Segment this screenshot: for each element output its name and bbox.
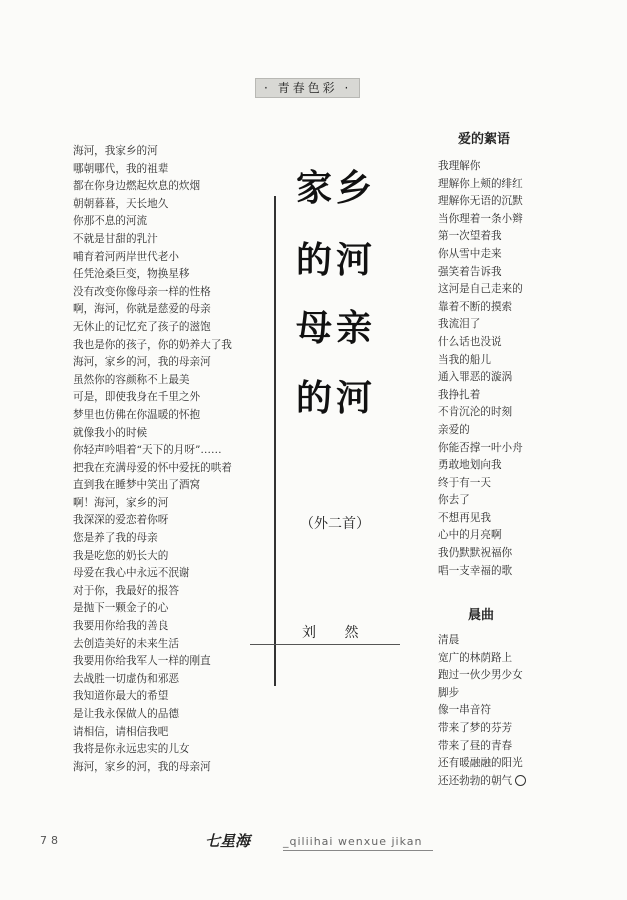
poem-line: 还有暖融融的阳光 xyxy=(438,757,523,770)
poem-line: 啊！海河，家乡的河 xyxy=(73,496,169,509)
poem-line: 不就是甘甜的乳汁 xyxy=(73,232,158,245)
poem-line: 可是，即使我身在千里之外 xyxy=(73,391,201,404)
section-tag: · 青春色彩 · xyxy=(255,78,360,98)
poem-line: 我知道你最大的希望 xyxy=(73,690,169,703)
poem-line: 当你理着一条小辫 xyxy=(438,212,523,225)
poem-line: 强笑着告诉我 xyxy=(438,265,502,278)
poem-line: 还还勃勃的朝气 xyxy=(438,773,588,791)
poem-line: 啊，海河，你就是慈爱的母亲 xyxy=(73,303,211,316)
poem3-title: 晨曲 xyxy=(468,608,495,623)
vertical-divider xyxy=(274,196,276,686)
poem-line: 你那不息的河流 xyxy=(73,215,148,228)
poem-line: 你去了 xyxy=(438,494,470,507)
poem-line: 带来了梦的芬芳 xyxy=(438,721,513,734)
poem-line: 虽然你的容颜称不上最美 xyxy=(73,373,190,386)
poem-line: 朝朝暮暮，天长地久 xyxy=(73,197,169,210)
poem-line: 您是养了我的母亲 xyxy=(73,532,158,545)
poem-line: 我流泪了 xyxy=(438,318,481,331)
poem-line: 当我的船儿 xyxy=(438,353,491,366)
poem-line: 我挣扎着 xyxy=(438,388,481,401)
poem3-body xyxy=(438,632,588,790)
poem-line: 脚步 xyxy=(438,686,460,699)
poem-line: 你轻声吟唱着“天下的月呀”…… xyxy=(73,444,222,457)
poem-line: 像一串音符 xyxy=(438,704,491,717)
horizontal-divider xyxy=(250,644,400,645)
poem-line: 宽广的林荫路上 xyxy=(438,651,513,664)
poem-line: 理解你无语的沉默 xyxy=(438,195,523,208)
poem-title-line-3: 母亲 xyxy=(296,308,377,349)
poem-line: 海河，家乡的河，我的母亲河 xyxy=(73,356,211,369)
poem-line: 清晨 xyxy=(438,634,460,646)
footer-underline xyxy=(283,850,433,851)
poem-line: 靠着不断的摸索 xyxy=(438,300,513,313)
page-number: 78 xyxy=(40,834,62,847)
poem-line: 海河，我家乡的河 xyxy=(73,145,158,157)
author-name: 刘 然 xyxy=(302,625,371,641)
poem-line: 海河，家乡的河，我的母亲河 xyxy=(73,760,211,773)
subtitle-extra: （外二首） xyxy=(300,516,370,532)
end-mark-icon xyxy=(515,775,526,786)
poem-line: 我要用你给我军人一样的刚直 xyxy=(73,655,211,668)
poem-line: 你从雪中走来 xyxy=(438,247,502,260)
poem-line: 我也是你的孩子，你的奶养大了我 xyxy=(73,338,232,351)
poem-line: 你能否撑一叶小舟 xyxy=(438,441,523,454)
poem-line: 任凭沧桑巨变，物换星移 xyxy=(73,268,190,281)
poem-line: 我将是你永远忠实的儿女 xyxy=(73,743,190,756)
poem2-body xyxy=(438,158,588,580)
poem-line: 不肯沉沦的时刻 xyxy=(438,406,513,419)
poem-line: 是让我永保做人的品德 xyxy=(73,708,179,720)
poem-line: 我是吃您的奶长大的 xyxy=(73,549,169,562)
poem2-title: 爱的絮语 xyxy=(458,132,511,147)
poem-line: 都在你身边燃起炊息的炊烟 xyxy=(73,180,201,193)
poem-line: 对于你，我最好的报答 xyxy=(73,584,179,597)
poem-line: 亲爱的 xyxy=(438,423,470,436)
poem-line: 第一次望着我 xyxy=(438,230,502,243)
poem-line: 带来了昼的青春 xyxy=(438,739,513,752)
poem-line: 不想再见我 xyxy=(438,511,491,524)
poem-line: 唱一支幸福的歌 xyxy=(438,564,513,577)
poem-line: 理解你上颊的绯红 xyxy=(438,177,523,190)
poem-line: 把我在充满母爱的怀中爱抚的哄着 xyxy=(73,461,232,474)
poem-line: 什么话也没说 xyxy=(438,335,502,348)
poem-line: 哺育着河两岸世代老小 xyxy=(73,250,179,263)
poem-line: 是抛下一颗金子的心 xyxy=(73,602,169,615)
poem-line: 这河是自己走来的 xyxy=(438,283,523,296)
poem-line: 就像我小的时候 xyxy=(73,426,148,439)
poem-line: 跑过一伙少男少女 xyxy=(438,669,523,682)
poem-line: 无休止的记忆充了孩子的滋饱 xyxy=(73,320,211,333)
poem-line: 请相信，请相信我吧 xyxy=(73,725,169,738)
poem-line: 梦里也仿佛在你温暖的怀抱 xyxy=(73,408,201,421)
poem-line: 勇敢地划向我 xyxy=(438,459,502,472)
poem-line: 直到我在睡梦中笑出了酒窝 xyxy=(73,479,201,492)
magazine-pinyin: _qiliihai wenxue jikan xyxy=(283,835,423,848)
poem-line: 去战胜一切虚伪和邪恶 xyxy=(73,672,179,685)
poem-line: 没有改变你像母亲一样的性格 xyxy=(73,285,211,298)
poem-line: 去创造美好的未来生活 xyxy=(73,637,179,650)
poem-title-line-4: 的河 xyxy=(296,378,377,419)
poem-title-line-2: 的河 xyxy=(296,240,377,281)
poem-line: 终于有一天 xyxy=(438,476,491,489)
poem-line: 母爱在我心中永远不泯谢 xyxy=(73,567,190,580)
magazine-name: 七星海 xyxy=(205,832,251,850)
poem-line: 心中的月亮啊 xyxy=(438,529,502,542)
poem-line: 我理解你 xyxy=(438,160,481,172)
poem-line: 我深深的爱恋着你呀 xyxy=(73,514,169,527)
poem-line: 我要用你给我的善良 xyxy=(73,620,169,633)
poem1-body xyxy=(73,143,263,776)
poem-line: 我仍默默祝福你 xyxy=(438,547,513,560)
poem-line: 通入罪恶的漩涡 xyxy=(438,371,513,384)
poem-line: 哪朝哪代，我的祖辈 xyxy=(73,162,169,175)
poem-title-line-1: 家乡 xyxy=(296,168,377,209)
